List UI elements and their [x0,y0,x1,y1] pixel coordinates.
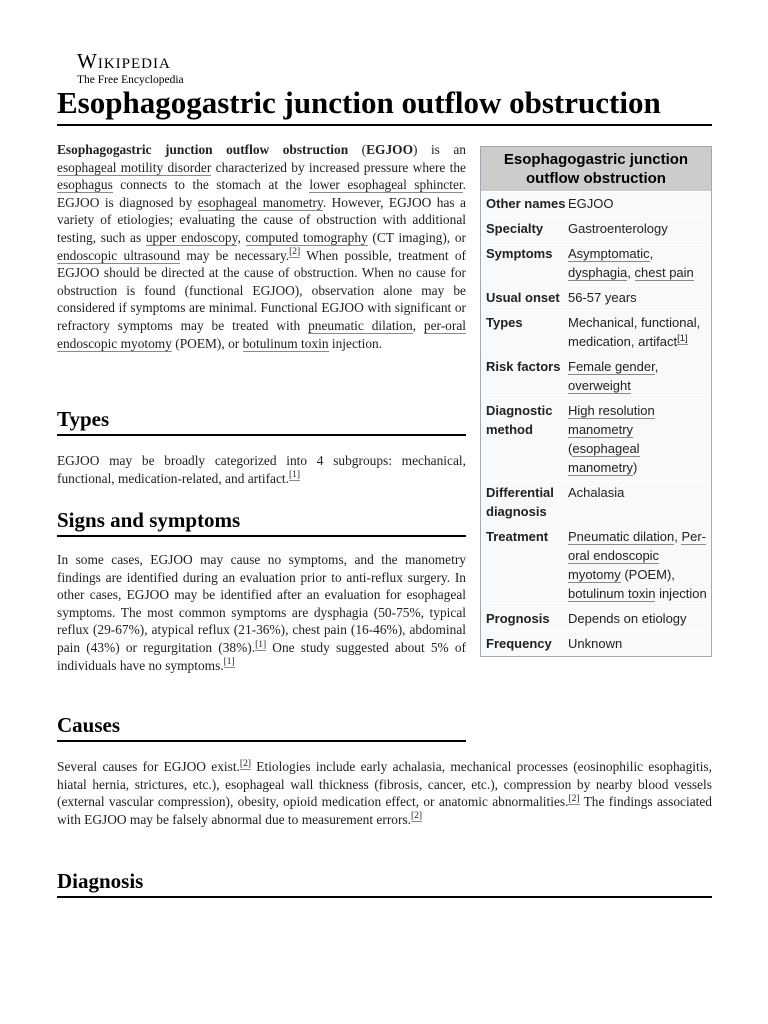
infobox-row-diagnostic-method [481,398,711,480]
infobox-label: Types [486,315,523,330]
infobox-label: Usual onset [486,290,560,305]
infobox-row-specialty [481,216,711,241]
infobox-label: Other names [486,196,566,211]
infobox-row-prognosis [481,606,711,631]
link-esophagus[interactable]: esophagus [57,177,113,193]
infobox-label: Treatment [486,529,549,544]
page-title: Esophagogastric junction outflow obstruction [57,85,661,120]
infobox-value [568,527,711,603]
causes-paragraph [57,758,712,828]
signs-paragraph [57,551,466,674]
infobox-sep: , [674,529,682,544]
link-botulinum-toxin-infobox[interactable]: botulinum toxin [568,586,656,601]
infobox-value [568,244,711,282]
link-poem-infobox[interactable]: Per-oral endoscopic myotomy [568,529,707,582]
citation-ref[interactable]: [1] [289,470,301,481]
link-computed-tomography[interactable]: computed tomography [245,229,368,245]
link-esophageal-manometry-infobox[interactable]: esophageal manometry [568,441,640,475]
signs-text: In some cases, EGJOO may cause no symptoms, and the manometry findings are identified during an evaluation prior to anti-reflux surgery. In other cases, EGJOO may be identified after an evaluation for esophageal symptoms. The most common symptoms are dysphagia (50-75%, typical reflux (29-67%), atypical reflux (21-36%), chest pain (16-46%), abdominal pain (43%) or regurgitation (38%). [57,552,466,655]
infobox-row-differential-diagnosis [481,480,711,524]
link-endoscopic-ultrasound[interactable]: endoscopic ultrasound [57,247,181,263]
infobox-value: Depends on etiology [568,611,687,626]
link-esophageal-motility-disorder[interactable]: esophageal motility disorder [57,159,212,175]
logo-wordmark: Wikipedia [77,49,171,73]
link-pneumatic-dilation[interactable]: pneumatic dilation [308,317,413,333]
link-per-oral-endoscopic-myotomy[interactable]: per-oral endoscopic myotomy [57,317,466,351]
citation-ref[interactable]: [2] [411,811,423,822]
lead-text: , [412,317,424,333]
citation-ref[interactable]: [2] [239,758,251,769]
infobox-row-types [481,310,711,354]
infobox-sep: injection [655,586,707,601]
infobox-sep: , [627,265,635,280]
lead-text: . EGJOO is diagnosed by [57,177,466,210]
infobox-row-risk-factors [481,354,711,398]
infobox-label: Frequency [486,636,552,651]
heading-divider [57,896,712,898]
wikipedia-logo[interactable] [77,50,184,87]
lead-text: connects to the stomach at the [112,177,310,193]
citation-ref[interactable]: [1] [223,657,235,668]
infobox-row-usual-onset [481,285,711,310]
infobox-value: EGJOO [568,196,614,211]
citation-ref[interactable]: [1] [677,332,688,344]
infobox-label: Symptoms [486,246,553,261]
infobox-value: Unknown [568,636,623,651]
heading-divider [57,740,466,742]
infobox-value: Achalasia [568,485,625,500]
infobox-label: Risk factors [486,359,561,374]
infobox-sep: , [649,246,654,261]
heading-divider [57,434,466,436]
lead-paragraph [57,141,466,352]
lead-text: ( [348,142,367,157]
causes-text: The findings associated with EGJOO may be falsely abnormal due to measurement errors. [57,794,712,827]
causes-text: Etiologies include early achalasia, mechanical processes (eosinophilic esophagitis, hiatal hernia, strictures, etc.), esophageal wall thickness (fibrosis, cancer, etc.), compression by nearby blood vessels (external vascular compression), obesity, opioid medication effect, or anatomic abnormalities. [57,759,712,810]
infobox-label: Prognosis [486,611,550,626]
link-botulinum-toxin[interactable]: botulinum toxin [242,335,329,351]
citation-ref[interactable]: [2] [568,793,580,804]
citation-ref[interactable]: [2] [289,247,301,258]
infobox-label: Differential diagnosis [486,485,554,519]
citation-ref[interactable]: [1] [255,639,267,650]
link-high-resolution-manometry[interactable]: High resolution manometry [568,403,655,437]
infobox-row-symptoms [481,241,711,285]
lead-bold-term: Esophagogastric junction outflow obstruction [57,142,349,157]
heading-diagnosis: Diagnosis [57,869,144,893]
logo-tagline: The Free Encyclopedia [77,74,184,86]
heading-types: Types [57,407,110,431]
infobox-sep: ( [568,441,573,456]
infobox-sep: , [654,359,659,374]
lead-text: (POEM), or [171,335,243,351]
signs-text: One study suggested about 5% of individuals have no symptoms. [57,639,467,673]
lead-text: (CT imaging), or [367,229,466,245]
link-esophageal-manometry[interactable]: esophageal manometry [197,194,323,210]
infobox-row-treatment [481,524,711,606]
heading-signs-and-symptoms: Signs and symptoms [57,508,241,532]
lead-text: injection. [328,335,383,351]
causes-text: Several causes for EGJOO exist. [57,759,240,774]
lead-text: characterized by increased pressure where the [211,159,466,175]
infobox-row-other-names [481,191,711,216]
infobox-value [568,313,711,351]
infobox-label: Specialty [486,221,544,236]
title-divider [57,124,712,126]
heading-divider [57,535,466,537]
infobox-value: Gastroenterology [568,221,668,236]
heading-causes: Causes [57,713,121,737]
lead-text: ) is an [413,142,466,157]
link-upper-endoscopy[interactable]: upper endoscopy [145,229,238,245]
infobox [480,146,712,657]
infobox-sep: (POEM), [620,567,675,582]
link-overweight[interactable]: overweight [568,378,631,393]
types-paragraph [57,452,466,487]
infobox-sep: ) [633,460,638,475]
infobox-types-text: Mechanical, functional, medication, artifact [568,315,701,349]
link-female-gender[interactable]: Female gender [568,359,655,374]
infobox-value [568,401,711,477]
link-chest-pain[interactable]: chest pain [634,265,694,280]
infobox-label: Diagnostic method [486,403,553,437]
link-pneumatic-dilation-infobox[interactable]: Pneumatic dilation [568,529,675,544]
infobox-value [568,357,711,395]
lead-text: may be necessary. [180,247,290,263]
types-text: EGJOO may be broadly categorized into 4 subgroups: mechanical, functional, medication-related, and artifact. [57,453,466,486]
lead-text: . However, EGJOO has a variety of etiologies; evaluating the cause of obstruction with additional testing, such as [57,194,466,245]
link-dysphagia[interactable]: dysphagia [568,265,628,280]
infobox-row-frequency [481,631,711,656]
infobox-value: 56-57 years [568,290,637,305]
lead-text: , [237,229,246,245]
infobox-title: Esophagogastric junction outflow obstruction [481,147,711,191]
link-lower-esophageal-sphincter[interactable]: lower esophageal sphincter [309,177,463,193]
link-asymptomatic[interactable]: Asymptomatic [568,246,650,261]
lead-bold-abbr: EGJOO [366,142,413,157]
lead-text: When possible, treatment of EGJOO should be directed at the cause of obstruction. When no cause for obstruction is found (functional EGJOO), observation alone may be considered if symptoms are minimal. Functional EGJOO with significant or refractory symptoms may be treated with [57,247,467,333]
